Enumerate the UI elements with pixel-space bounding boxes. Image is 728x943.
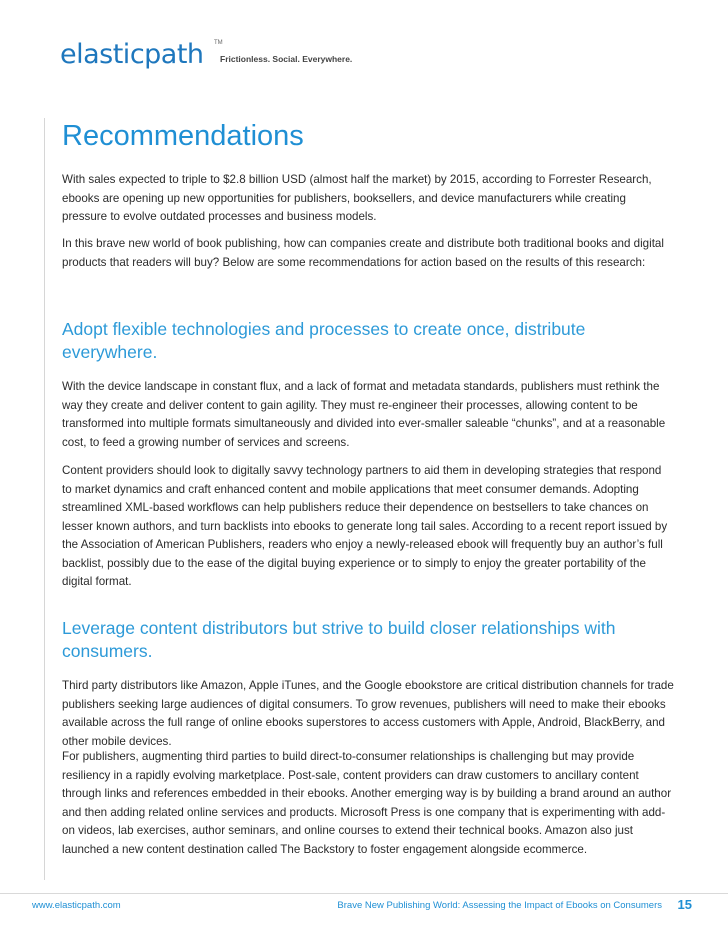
left-margin-rule: [44, 118, 45, 880]
section-heading-adopt: Adopt flexible technologies and processes to create once, distribute everywhere.: [62, 319, 586, 362]
logo-wordmark: elasticpath: [60, 39, 204, 70]
logo-tagline: Frictionless. Social. Everywhere.: [220, 54, 353, 64]
footer-document-title: Brave New Publishing World: Assessing the Impact of Ebooks on Consumers: [337, 900, 662, 911]
logo-trademark: TM: [214, 40, 223, 46]
footer-divider: [0, 893, 728, 894]
intro-paragraph-2: In this brave new world of book publishing, how can companies create and distribute both traditional books and digital products that readers will buy? Below are some recommendations for action based on the results of this research:: [62, 237, 664, 269]
section-2-paragraph-1: Third party distributors like Amazon, Apple iTunes, and the Google ebookstore are critical distribution channels for trade publishers seeking large audiences of digital consumers. To grow revenues, publishers will need to make their ebooks available across the full range of online ebooks superstores to access customers with Apple, Android, BlackBerry, and other mobile devices.: [62, 679, 674, 748]
section-heading-leverage: Leverage content distributors but strive to build closer relationships with consumers.: [62, 618, 616, 661]
brand-logo: [60, 39, 353, 76]
section-2-paragraph-2: For publishers, augmenting third parties to build direct-to-consumer relationships is challenging but may provide resiliency in a rapidly evolving marketplace. Post-sale, content providers can draw customers to ancillary content through links and references embedded in their ebooks. Another emerging way is by building a brand around an author and then adding related online services and products. Microsoft Press is one company that is experimenting with add-on videos, lab exercises, author seminars, and online courses to extend their technical books. Amazon also just launched a new content destination called The Backstory to foster engagement alongside ecommerce.: [62, 750, 672, 856]
intro-paragraph-1: With sales expected to triple to $2.8 billion USD (almost half the market) by 2015, according to Forrester Research, ebooks are opening up new opportunities for publishers, booksellers, and device manufacturers while creating pressure to evolve outdated processes and business models.: [62, 173, 652, 223]
footer-url-link[interactable]: www.elasticpath.com: [32, 900, 121, 911]
section-1-paragraph-2: Content providers should look to digitally savvy technology partners to aid them in developing strategies that respond to market dynamics and craft enhanced content and mobile applications that meet consumer demands. Adopting streamlined XML-based workflows can help publishers reduce their dependence on bestsellers to take chances on lesser known authors, and turn backlists into ebooks to generate long tail sales. According to a recent report issued by the Association of American Publishers, readers who enjoy a newly-released ebook will frequently buy an author’s full backlist, possibly due to the ease of the digital buying experience or to simply to enjoy the greater portability of the digital format.: [62, 464, 668, 588]
page-number: 15: [677, 897, 692, 912]
page-title: Recommendations: [62, 120, 304, 152]
section-1-paragraph-1: With the device landscape in constant flux, and a lack of format and metadata standards, publishers must rethink the way they create and deliver content to gain agility. They must re-engineer their processes, allowing content to be transformed into multiple formats simultaneously and divided into ever-smaller saleable “chunks”, and at a reasonable cost, to feed a growing number of services and screens.: [62, 380, 666, 449]
